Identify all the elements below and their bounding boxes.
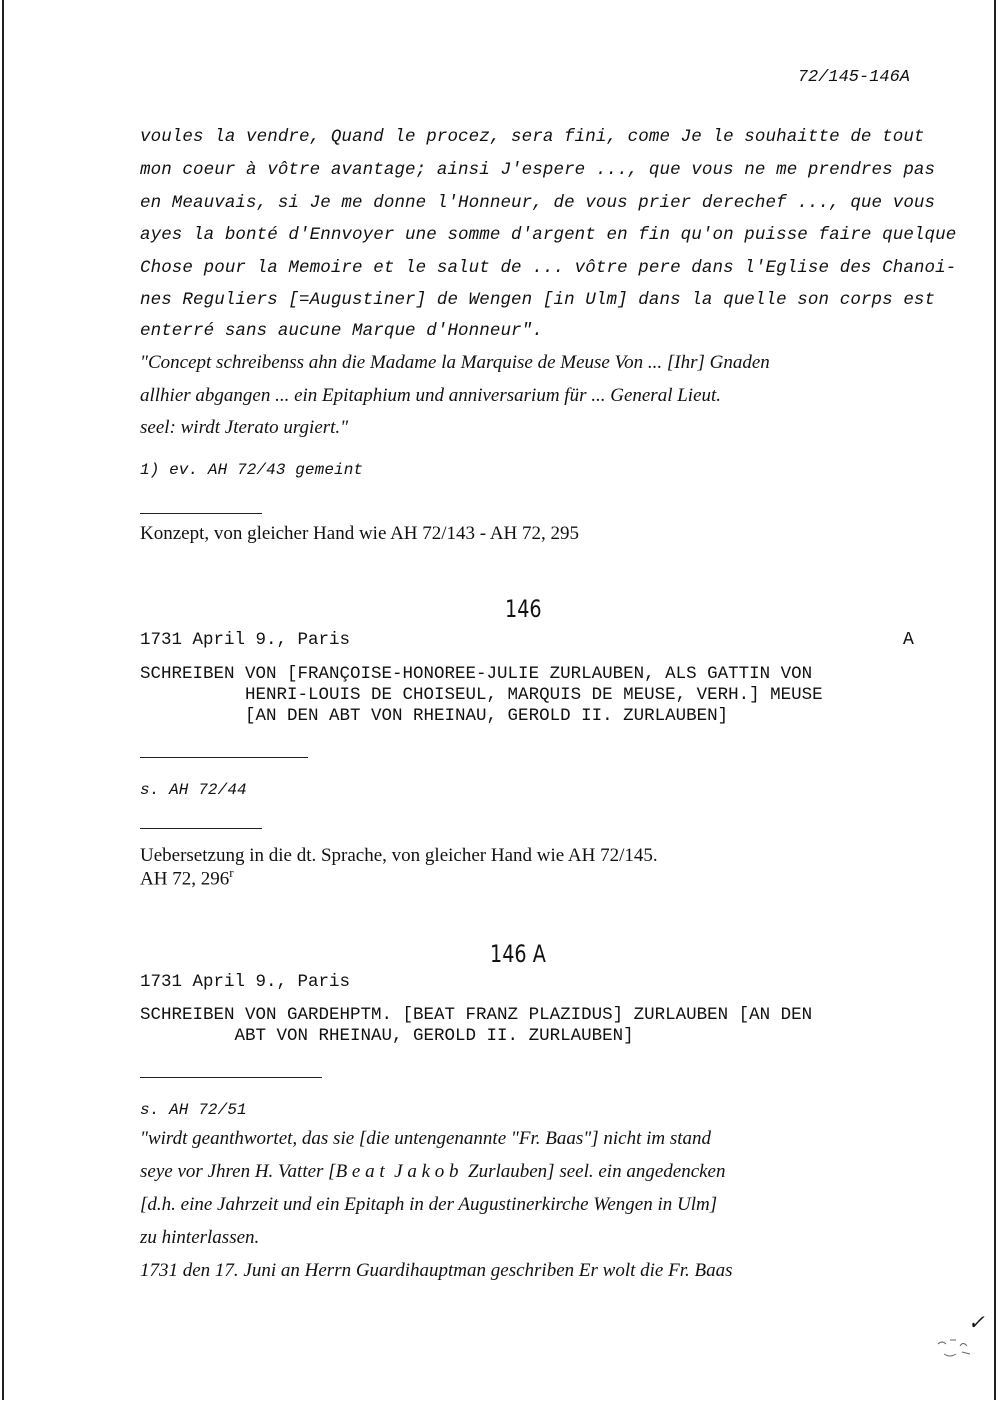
concept-line: seel: wirdt Jterato urgiert." [140, 417, 349, 438]
heading-line: ABT VON RHEINAU, GEROLD II. ZURLAUBEN] [140, 1026, 634, 1046]
intro-line: en Meauvais, si Je me donne l'Honneur, de vous prier derechef ..., que vous [140, 193, 936, 213]
separator-rule [140, 828, 262, 829]
footnote: 1) ev. AH 72/43 gemeint [140, 461, 364, 479]
date-place: 1731 April 9., Paris [140, 630, 351, 650]
heading-line: HENRI-LOUIS DE CHOISEUL, MARQUIS DE MEUSE, VERH.] MEUSE [140, 685, 823, 705]
date-place: 1731 April 9., Paris [140, 972, 351, 992]
margin-marks [930, 1310, 990, 1370]
intro-line: mon coeur à vôtre avantage; ainsi J'espere ..., que vous ne me prendres pas [140, 160, 936, 180]
intro-line: voules la vendre, Quand le procez, sera fini, come Je le souhaitte de tout [140, 127, 925, 147]
intro-line: Chose pour la Memoire et le salut de ... vôtre pere dans l'Eglise des Chanoi- [140, 258, 957, 278]
quote-line: [d.h. eine Jahrzeit und ein Epitaph in der Augustinerkirche Wengen in Ulm] [140, 1194, 718, 1215]
intro-line: nes Reguliers [=Augustiner] de Wengen [in Ulm] dans la quelle son corps est [140, 290, 936, 310]
quote-line: zu hinterlassen. [140, 1227, 260, 1248]
quote-line: "wirdt geanthwortet, das sie [die untengenannte "Fr. Baas"] nicht im stand [140, 1128, 712, 1149]
pencil-scribble-icon [930, 1330, 990, 1390]
source-note: Konzept, von gleicher Hand wie AH 72/143 - AH 72, 295 [140, 523, 580, 544]
intro-line: ayes la bonté d'Ennvoyer une somme d'argent en fin qu'on puisse faire quelque [140, 225, 957, 245]
quote-line: seye vor Jhren H. Vatter [B e a t J a k o b Zurlauben] seel. ein angedencken [140, 1161, 726, 1182]
intro-line: enterré sans aucune Marque d'Honneur". [140, 321, 543, 341]
translation-note: Uebersetzung in die dt. Sprache, von gleicher Hand wie AH 72/145. [140, 845, 658, 866]
heading-line: [AN DEN ABT VON RHEINAU, GEROLD II. ZURLAUBEN] [140, 706, 729, 726]
separator-rule [140, 513, 262, 514]
original-flag: A [903, 630, 914, 650]
reference: s. AH 72/51 [140, 1101, 247, 1119]
quote-line: 1731 den 17. Juni an Herrn Guardihauptman geschriben Er wolt die Fr. Baas [140, 1260, 733, 1281]
separator-rule [140, 1077, 322, 1078]
heading-line: SCHREIBEN VON [FRANÇOISE-HONOREE-JULIE ZURLAUBEN, ALS GATTIN VON [140, 664, 813, 684]
archive-ref-text: AH 72, 296 [140, 868, 230, 890]
separator-rule [140, 757, 308, 758]
document-number: 146 A [490, 940, 546, 968]
reference: s. AH 72/44 [140, 781, 247, 799]
concept-line: allhier abgangen ... ein Epitaphium und anniversarium für ... General Lieut. [140, 385, 722, 406]
document-number: 146 [505, 595, 542, 623]
check-mark-icon: ✓ [968, 1313, 985, 1336]
page-number: 72/145-146A [797, 68, 910, 87]
heading-line: SCHREIBEN VON GARDEHPTM. [BEAT FRANZ PLAZIDUS] ZURLAUBEN [AN DEN [140, 1005, 813, 1025]
concept-line: "Concept schreibenss ahn die Madame la Marquise de Meuse Von ... [Ihr] Gnaden [140, 352, 770, 373]
archive-ref [140, 865, 234, 890]
archive-ref-sup: r [229, 865, 234, 880]
